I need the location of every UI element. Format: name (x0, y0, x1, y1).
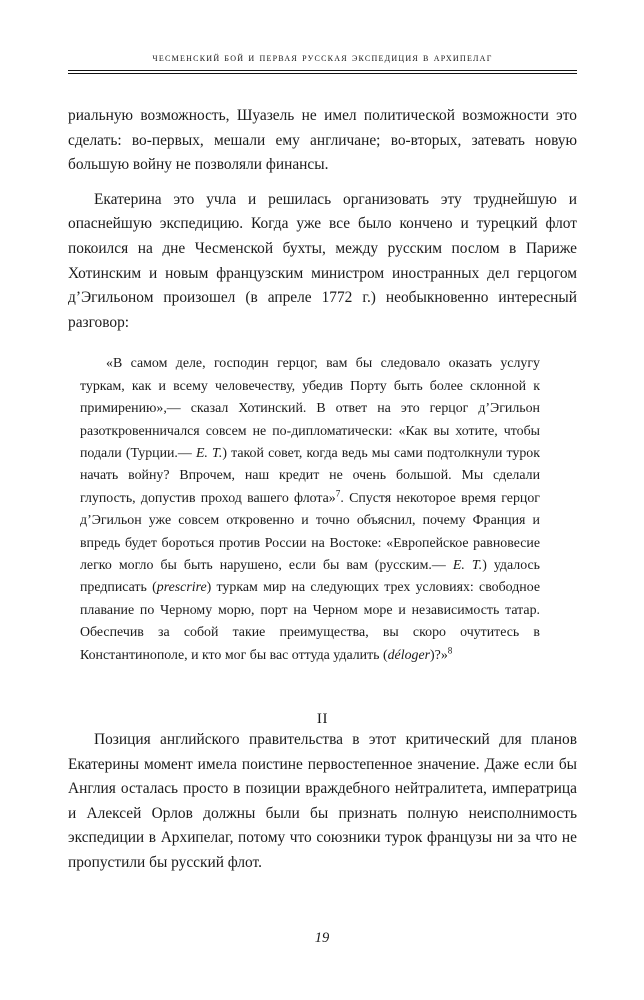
text-column (68, 104, 577, 876)
quote-segment-6: )?» (430, 647, 448, 663)
quotation-text (80, 353, 540, 667)
paragraph-continuation: риальную возможность, Шуазель не имел политической возможности это сделать: во-первых, мешали ему англичане; во-вторых, затевать новую большую войну не позволяли финансы. (68, 107, 577, 174)
paragraph-catherine: Екатерина это учла и решилась организовать эту труднейшую и опаснейшую экспедицию. Когда уже все было кончено и турецкий флот покоился на дне Чесменской бухты, между русским послом в Париже Хотинским и новым французским министром иностранных дел герцогом д’Эгильоном произошел (в апреле 1772 г.) необыкновенно интересный разговор: (68, 190, 577, 331)
page-header (68, 52, 577, 74)
editorial-initials-2: Е. Т. (452, 558, 483, 573)
running-head-title: чесменский бой и первая русская экспедиция в архипелаг (152, 52, 493, 64)
paragraph-england-position: Позиция английского правительства в этот критический для планов Екатерины момент имела поистине первостепенное значение. Даже если бы Англия осталась просто в позиции враждебного нейтралитета, императрица и Алексей Орлов должны были бы признать полную неисполнимость экспедиции в Архипелаг, потому что союзники турок французы ни за что не пропустили бы русский флот. (68, 731, 577, 871)
block-quotation (80, 353, 540, 667)
quote-segment-1: «В самом деле, господин герцог, вам бы следовало оказать услугу туркам, как и всему человечеству, убедив Порту быть более склонной к примирению»,— сказал Хотинский. В ответ на это герцог д’Эгильон разоткровенничался совсем не по-дипломатически: «Как вы хотите, чтобы подали (Турции.— (80, 356, 540, 461)
header-double-rule (68, 70, 577, 74)
foreign-term-deloger: déloger (387, 647, 431, 663)
quote-segment-2: ) такой совет, когда ведь мы сами подтолкнули турок начать войну? Впрочем, наш кредит не очень большой. Мы сделали глупость, допустив проход вашего флота» (80, 445, 540, 506)
foreign-term-prescrire: prescrire (156, 580, 207, 596)
quote-segment-5: ) туркам мир на следующих трех условиях: свободное плавание по Черному морю, порт на Черном море и независимость татар. Обеспечив за собой такие преимущества, вы скоро очутитесь в Константинополе, и кто мог бы вас оттуда удалить ( (80, 580, 540, 663)
editorial-initials-1: Е. Т. (195, 445, 223, 461)
footnote-marker-8: 8 (447, 645, 453, 655)
quote-segment-4: ) удалось предписать ( (80, 558, 541, 596)
section-number: II (316, 711, 329, 728)
page-number: 19 (314, 930, 330, 946)
footnote-marker-7: 7 (335, 488, 341, 499)
quote-segment-3: . Спустя некоторое время герцог д’Эгильон уже совсем откровенно и точно объяснил, почему Франция и впредь будет бороться против России на Востоке: «Европейское равновесие легко могло бы быть нарушено, если бы вам (русским.— (80, 490, 540, 573)
